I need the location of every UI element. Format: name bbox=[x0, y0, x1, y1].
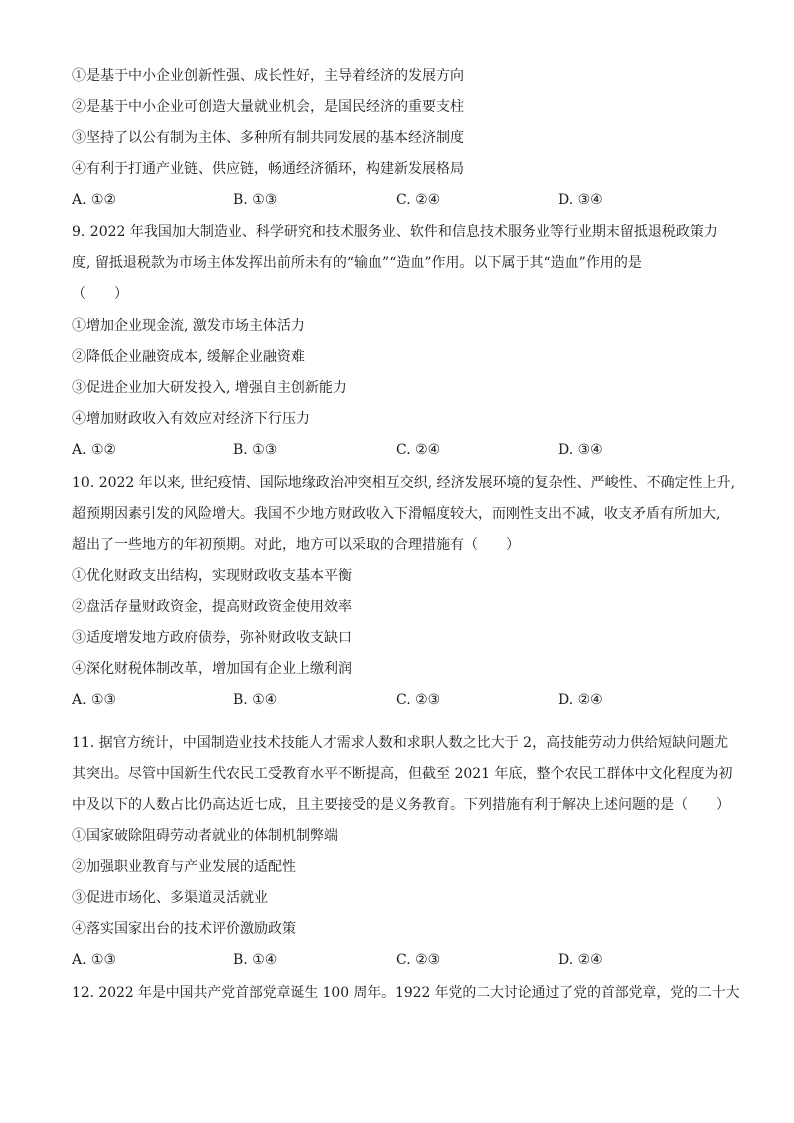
q9-statement-4: ④增加财政收入有效应对经济下行压力 bbox=[72, 411, 310, 427]
q10-statement-3: ③适度增发地方政府债券，弥补财政收支缺口 bbox=[72, 630, 352, 646]
q8-option-a: A. ①② bbox=[72, 192, 117, 208]
q11-option-b: B. ①④ bbox=[233, 952, 278, 968]
q12-stem-line-1: 12. 2022 年是中国共产党首部党章诞生 100 周年。1922 年党的二大讨论通过了党的首部党章，党的二十大 bbox=[72, 985, 740, 1001]
q9-statement-2: ②降低企业融资成本, 缓解企业融资难 bbox=[72, 349, 305, 365]
q11-statement-1: ①国家破除阻碍劳动者就业的体制机制弊端 bbox=[72, 828, 338, 844]
q10-option-b: B. ①④ bbox=[233, 692, 278, 708]
q8-statement-1: ①是基于中小企业创新性强、成长性好，主导着经济的发展方向 bbox=[72, 68, 464, 84]
q9-option-c: C. ②④ bbox=[396, 442, 441, 458]
q9-option-d: D. ③④ bbox=[558, 442, 603, 458]
q8-option-c: C. ②④ bbox=[396, 192, 441, 208]
q10-statement-1: ①优化财政支出结构，实现财政收支基本平衡 bbox=[72, 568, 352, 584]
q10-statement-2: ②盘活存量财政资金，提高财政资金使用效率 bbox=[72, 599, 352, 615]
q9-stem-line-1: 9. 2022 年我国加大制造业、科学研究和技术服务业、软件和信息技术服务业等行业期末留抵退税政策力 bbox=[72, 224, 718, 240]
q11-stem-line-1: 11. 据官方统计，中国制造业技术技能人才需求人数和求职人数之比大于 2，高技能劳动力供给短缺问题尤 bbox=[72, 735, 729, 751]
q11-stem-line-2: 其突出。尽管中国新生代农民工受教育水平不断提高，但截至 2021 年底，整个农民工群体中文化程度为初 bbox=[72, 766, 733, 782]
q10-option-c: C. ②③ bbox=[396, 692, 441, 708]
q11-statement-4: ④落实国家出台的技术评价激励政策 bbox=[72, 921, 296, 937]
q9-answer-blank: （ ） bbox=[72, 286, 128, 302]
q8-statement-2: ②是基于中小企业可创造大量就业机会，是国民经济的重要支柱 bbox=[72, 99, 464, 115]
q9-statement-3: ③促进企业加大研发投入, 增强自主创新能力 bbox=[72, 380, 347, 396]
q11-statement-3: ③促进市场化、多渠道灵活就业 bbox=[72, 890, 268, 906]
q10-statement-4: ④深化财税体制改革，增加国有企业上缴利润 bbox=[72, 661, 352, 677]
q8-statement-4: ④有利于打通产业链、供应链，畅通经济循环，构建新发展格局 bbox=[72, 161, 464, 177]
q11-option-d: D. ②④ bbox=[558, 952, 603, 968]
q10-option-d: D. ②④ bbox=[558, 692, 603, 708]
q10-stem-line-1: 10. 2022 年以来, 世纪疫情、国际地缘政治冲突相互交织, 经济发展环境的复杂性、严峻性、不确定性上升, bbox=[72, 475, 736, 491]
q8-option-d: D. ③④ bbox=[558, 192, 603, 208]
q9-statement-1: ①增加企业现金流, 激发市场主体活力 bbox=[72, 318, 305, 334]
q9-option-b: B. ①③ bbox=[233, 442, 278, 458]
q8-statement-3: ③坚持了以公有制为主体、多种所有制共同发展的基本经济制度 bbox=[72, 130, 464, 146]
q9-option-a: A. ①② bbox=[72, 442, 117, 458]
q11-stem-line-3: 中及以下的人数占比仍高达近七成，且主要接受的是义务教育。下列措施有利于解决上述问题的是（ ） bbox=[72, 797, 730, 813]
q11-option-c: C. ②③ bbox=[396, 952, 441, 968]
q8-option-b: B. ①③ bbox=[233, 192, 278, 208]
q10-stem-line-3: 超出了一些地方的年初预期。对此，地方可以采取的合理措施有（ ） bbox=[72, 537, 520, 553]
q9-stem-line-2: 度, 留抵退税款为市场主体发挥出前所未有的“输血”“造血”作用。以下属于其“造血”作用的是 bbox=[72, 255, 642, 271]
q11-statement-2: ②加强职业教育与产业发展的适配性 bbox=[72, 859, 296, 875]
q11-option-a: A. ①③ bbox=[72, 952, 117, 968]
q10-option-a: A. ①③ bbox=[72, 692, 117, 708]
q10-stem-line-2: 超预期因素引发的风险增大。我国不少地方财政收入下滑幅度较大，而刚性支出不减，收支矛盾有所加大, bbox=[72, 506, 721, 522]
